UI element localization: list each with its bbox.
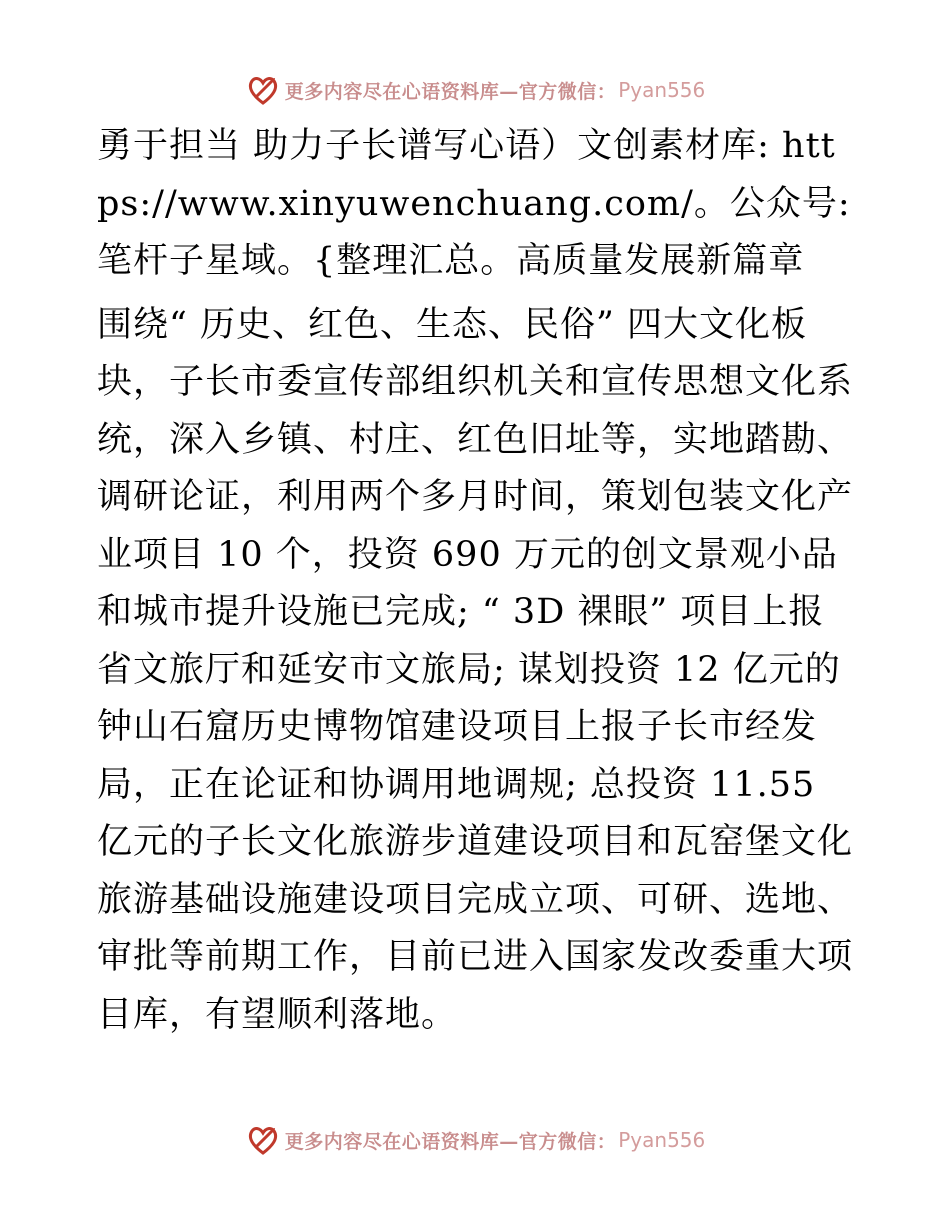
paragraph-1: 勇于担当 助力子长谱写心语）文创素材库: https://www.xinyuwenchuang.com/。公众号: 笔杆子星域。{整理汇总。高质量发展新篇章 xyxy=(97,126,851,281)
watermark-id: Pyan556 xyxy=(618,1128,706,1152)
watermark-text: 更多内容尽在心语资料库—官方微信： xyxy=(284,80,617,103)
watermark-text: 更多内容尽在心语资料库—官方微信： xyxy=(284,1130,617,1153)
heart-pen-logo-icon xyxy=(245,1122,281,1158)
paragraph-2: 围绕“ 历史、红色、生态、民俗” 四大文化板块，子长市委宣传部组织机关和宣传思想文化系统，深入乡镇、村庄、红色旧址等，实地踏勘、调研论证，利用两个多月时间，策划包装文化产业项目 10 个，投资 690 万元的创文景观小品和城市提升设施已完成; “ 3D 裸眼” 项目上报省文旅厅和延安市文旅局; 谋划投资 12 亿元的钟山石窟历史博物馆建设项目上报子长市经发局，正在论证和协调用地调规; 总投资 11.55 亿元的子长文化旅游步道建设项目和瓦窑堡文化旅游基础设施建设项目完成立项、可研、选地、审批等前期工作，目前已进入国家发改委重大项目库，有望顺利落地。 xyxy=(97,304,854,1035)
document-body xyxy=(97,118,857,1044)
watermark-header xyxy=(0,70,950,110)
heart-pen-logo-icon xyxy=(245,72,281,108)
watermark-footer xyxy=(0,1120,950,1160)
watermark-id: Pyan556 xyxy=(618,78,706,102)
